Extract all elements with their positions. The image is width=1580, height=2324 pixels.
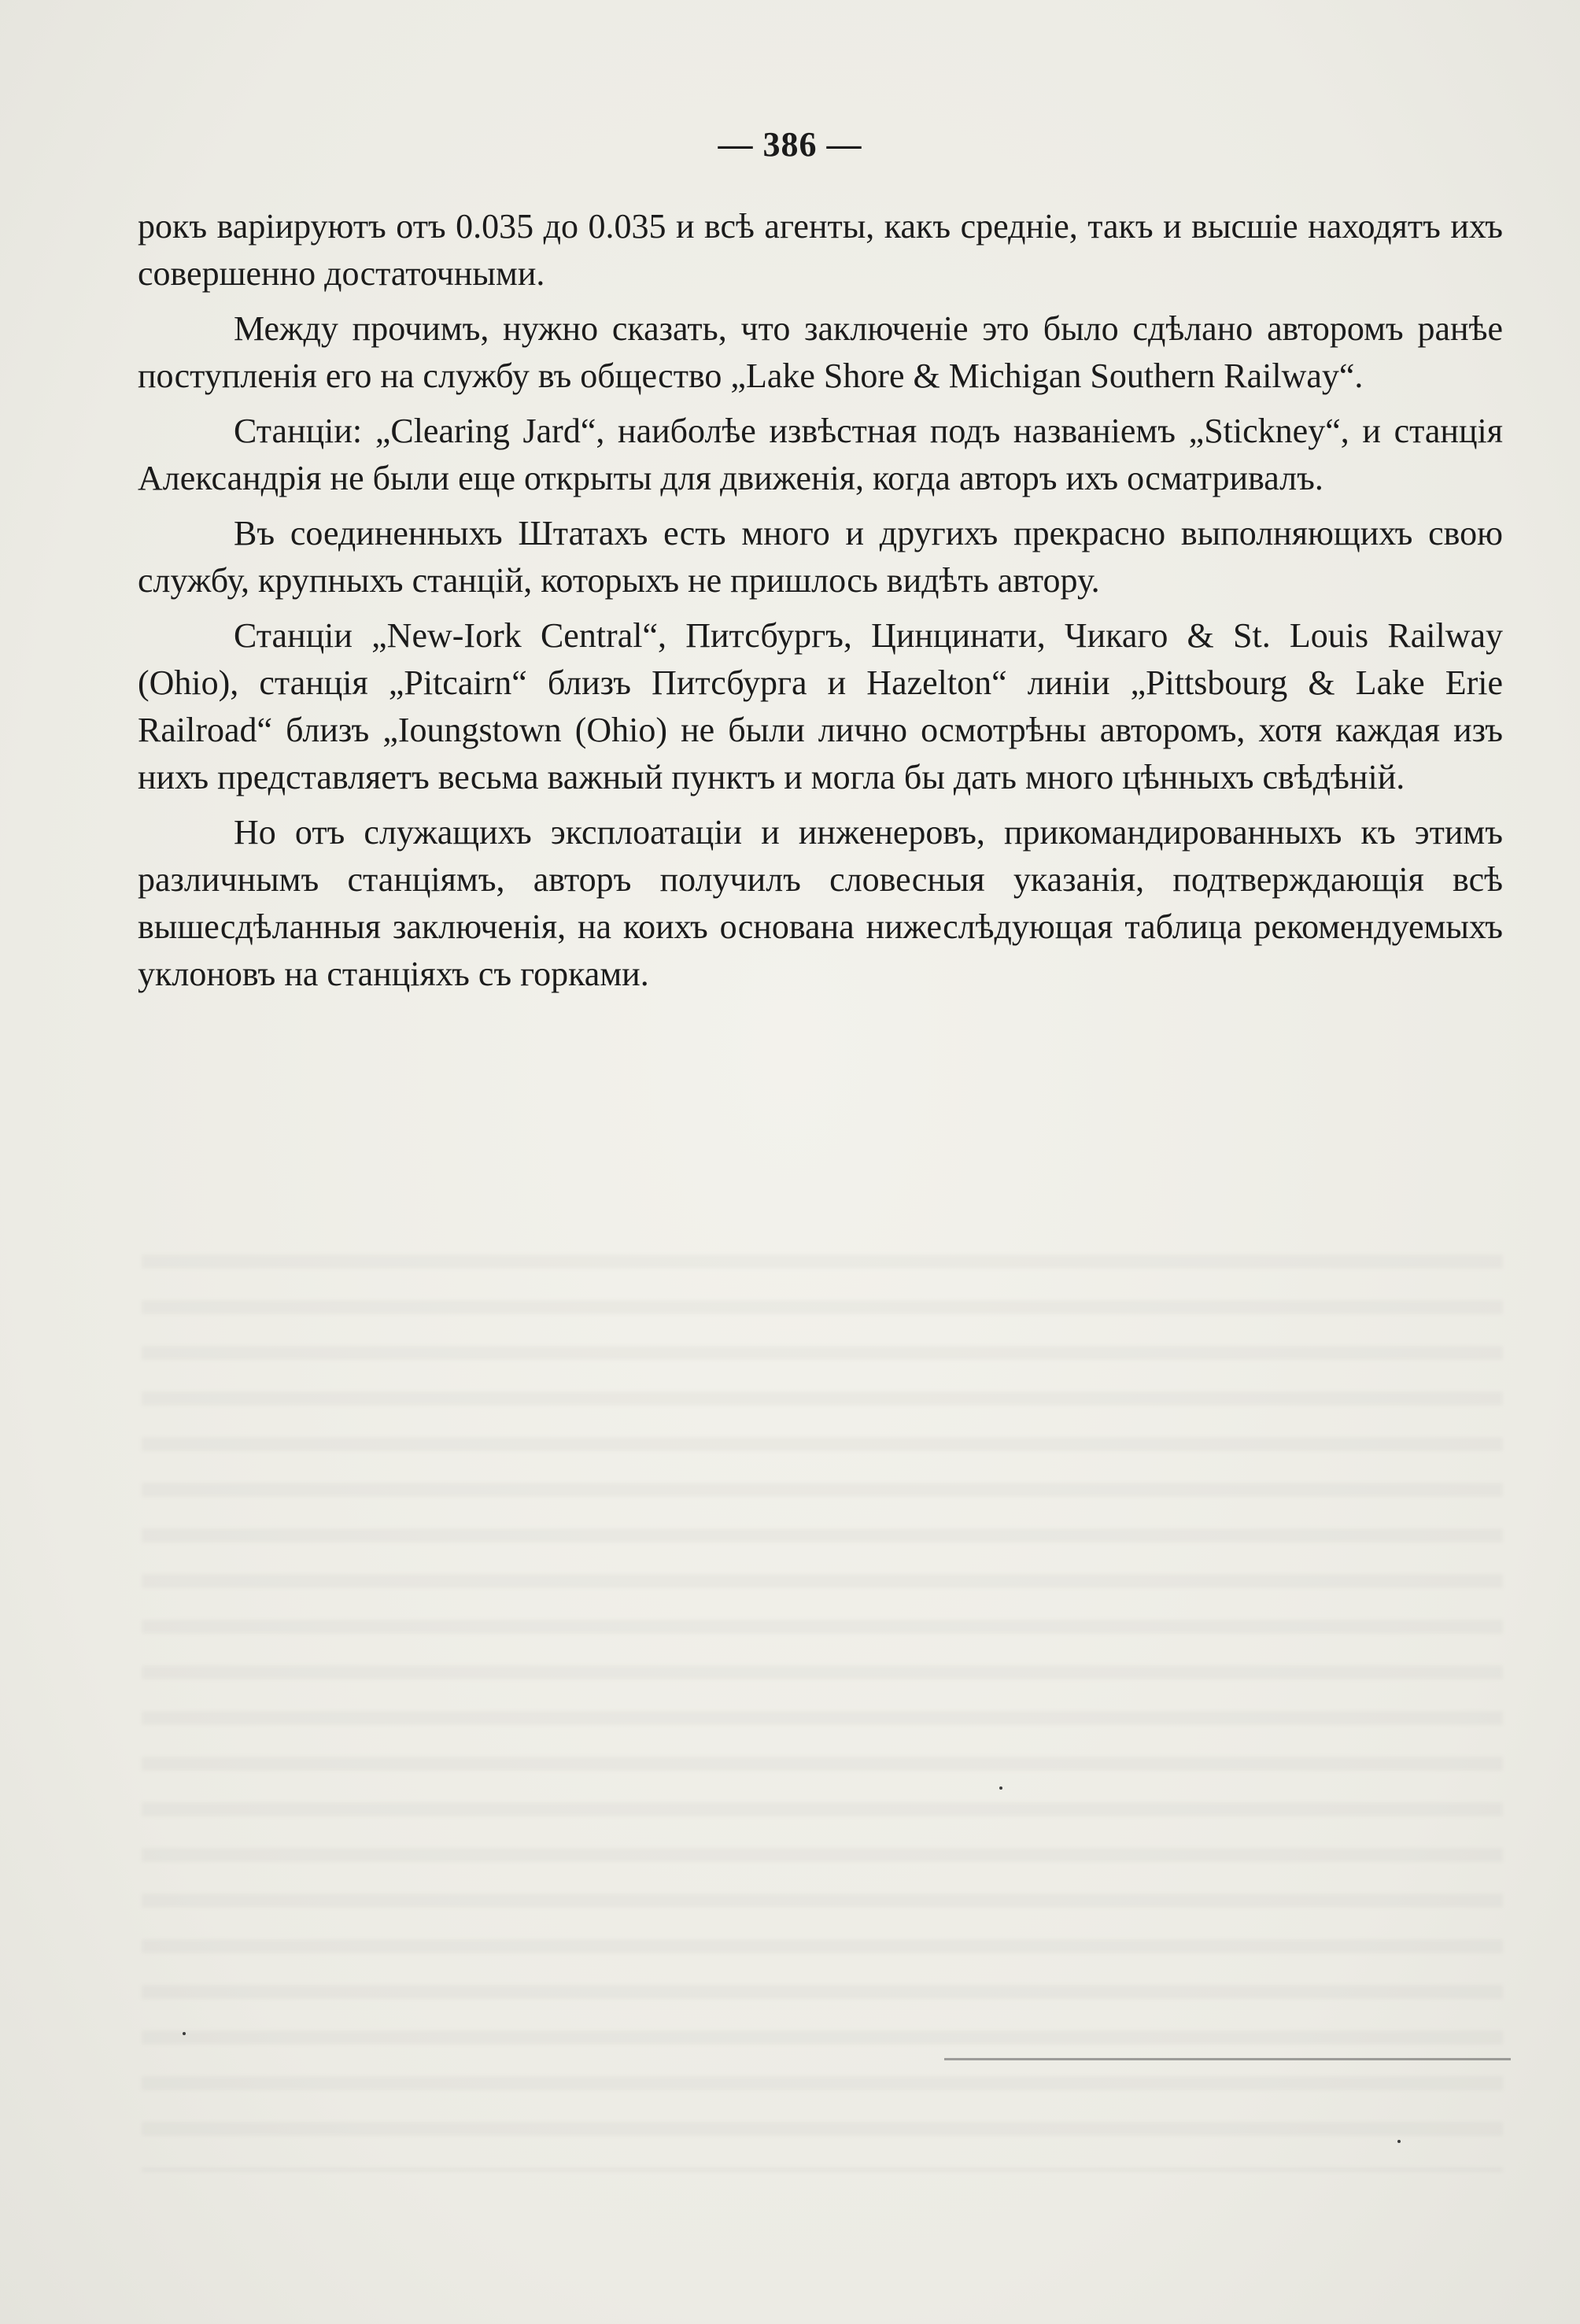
paragraph-3: Станцiи: „Clearing Jard“, наиболѣе извѣстная подъ названiемъ „Stickney“, и станцiя Александрiя не были еще открыты для движенiя, когда авторъ ихъ осматривалъ.: [138, 412, 1503, 497]
ink-speck: [183, 2032, 186, 2035]
paragraph-4: Въ соединенныхъ Штатахъ есть много и другихъ прекрасно выполняющихъ свою службу, крупныхъ станцiй, которыхъ не пришлось видѣть автору.: [138, 514, 1503, 600]
paragraph-1: рокъ варiируютъ отъ 0.035 до 0.035 и всѣ агенты, какъ средніе, такъ и высшiе находятъ ихъ совершенно достаточными.: [138, 207, 1503, 293]
paragraph-5: Станцiи „New-Iork Central“, Питсбургъ, Цинцинати, Чикаго & St. Louis Railway (Ohio), станцiя „Pitcairn“ близъ Питсбурга и Hazelton“ линiи „Pittsbourg & Lake Erie Railroad“ близъ „Ioungstown (Ohio) не были лично осмотрѣны авторомъ, хотя каждая изъ нихъ представляетъ весьма важный пунктъ и могла бы дать много цѣнныхъ свѣдѣнiй.: [138, 616, 1503, 796]
paragraph-6: Но отъ служащихъ эксплоатацiи и инженеровъ, прикомандированныхъ къ этимъ различнымъ станцiямъ, авторъ получилъ словесныя указанiя, подтверждающiя всѣ вышесдѣланныя заключенiя, на коихъ основана нижеслѣдующая таблица рекомендуемыхъ уклоновъ на станцiяхъ съ горками.: [138, 813, 1503, 993]
page-number: — 386 —: [718, 125, 862, 164]
body-text: [138, 203, 1503, 1006]
ink-speck: [1397, 2140, 1401, 2143]
paragraph-2: Между прочимъ, нужно сказать, что заключенiе это было сдѣлано авторомъ ранѣе поступленiя его на службу въ общество „Lake Shore & Michigan Southern Railway“.: [138, 309, 1503, 395]
bleed-through-text: [142, 1228, 1503, 2172]
bleed-through-footnote-rule: [944, 2058, 1511, 2060]
ink-speck: [999, 1786, 1002, 1790]
